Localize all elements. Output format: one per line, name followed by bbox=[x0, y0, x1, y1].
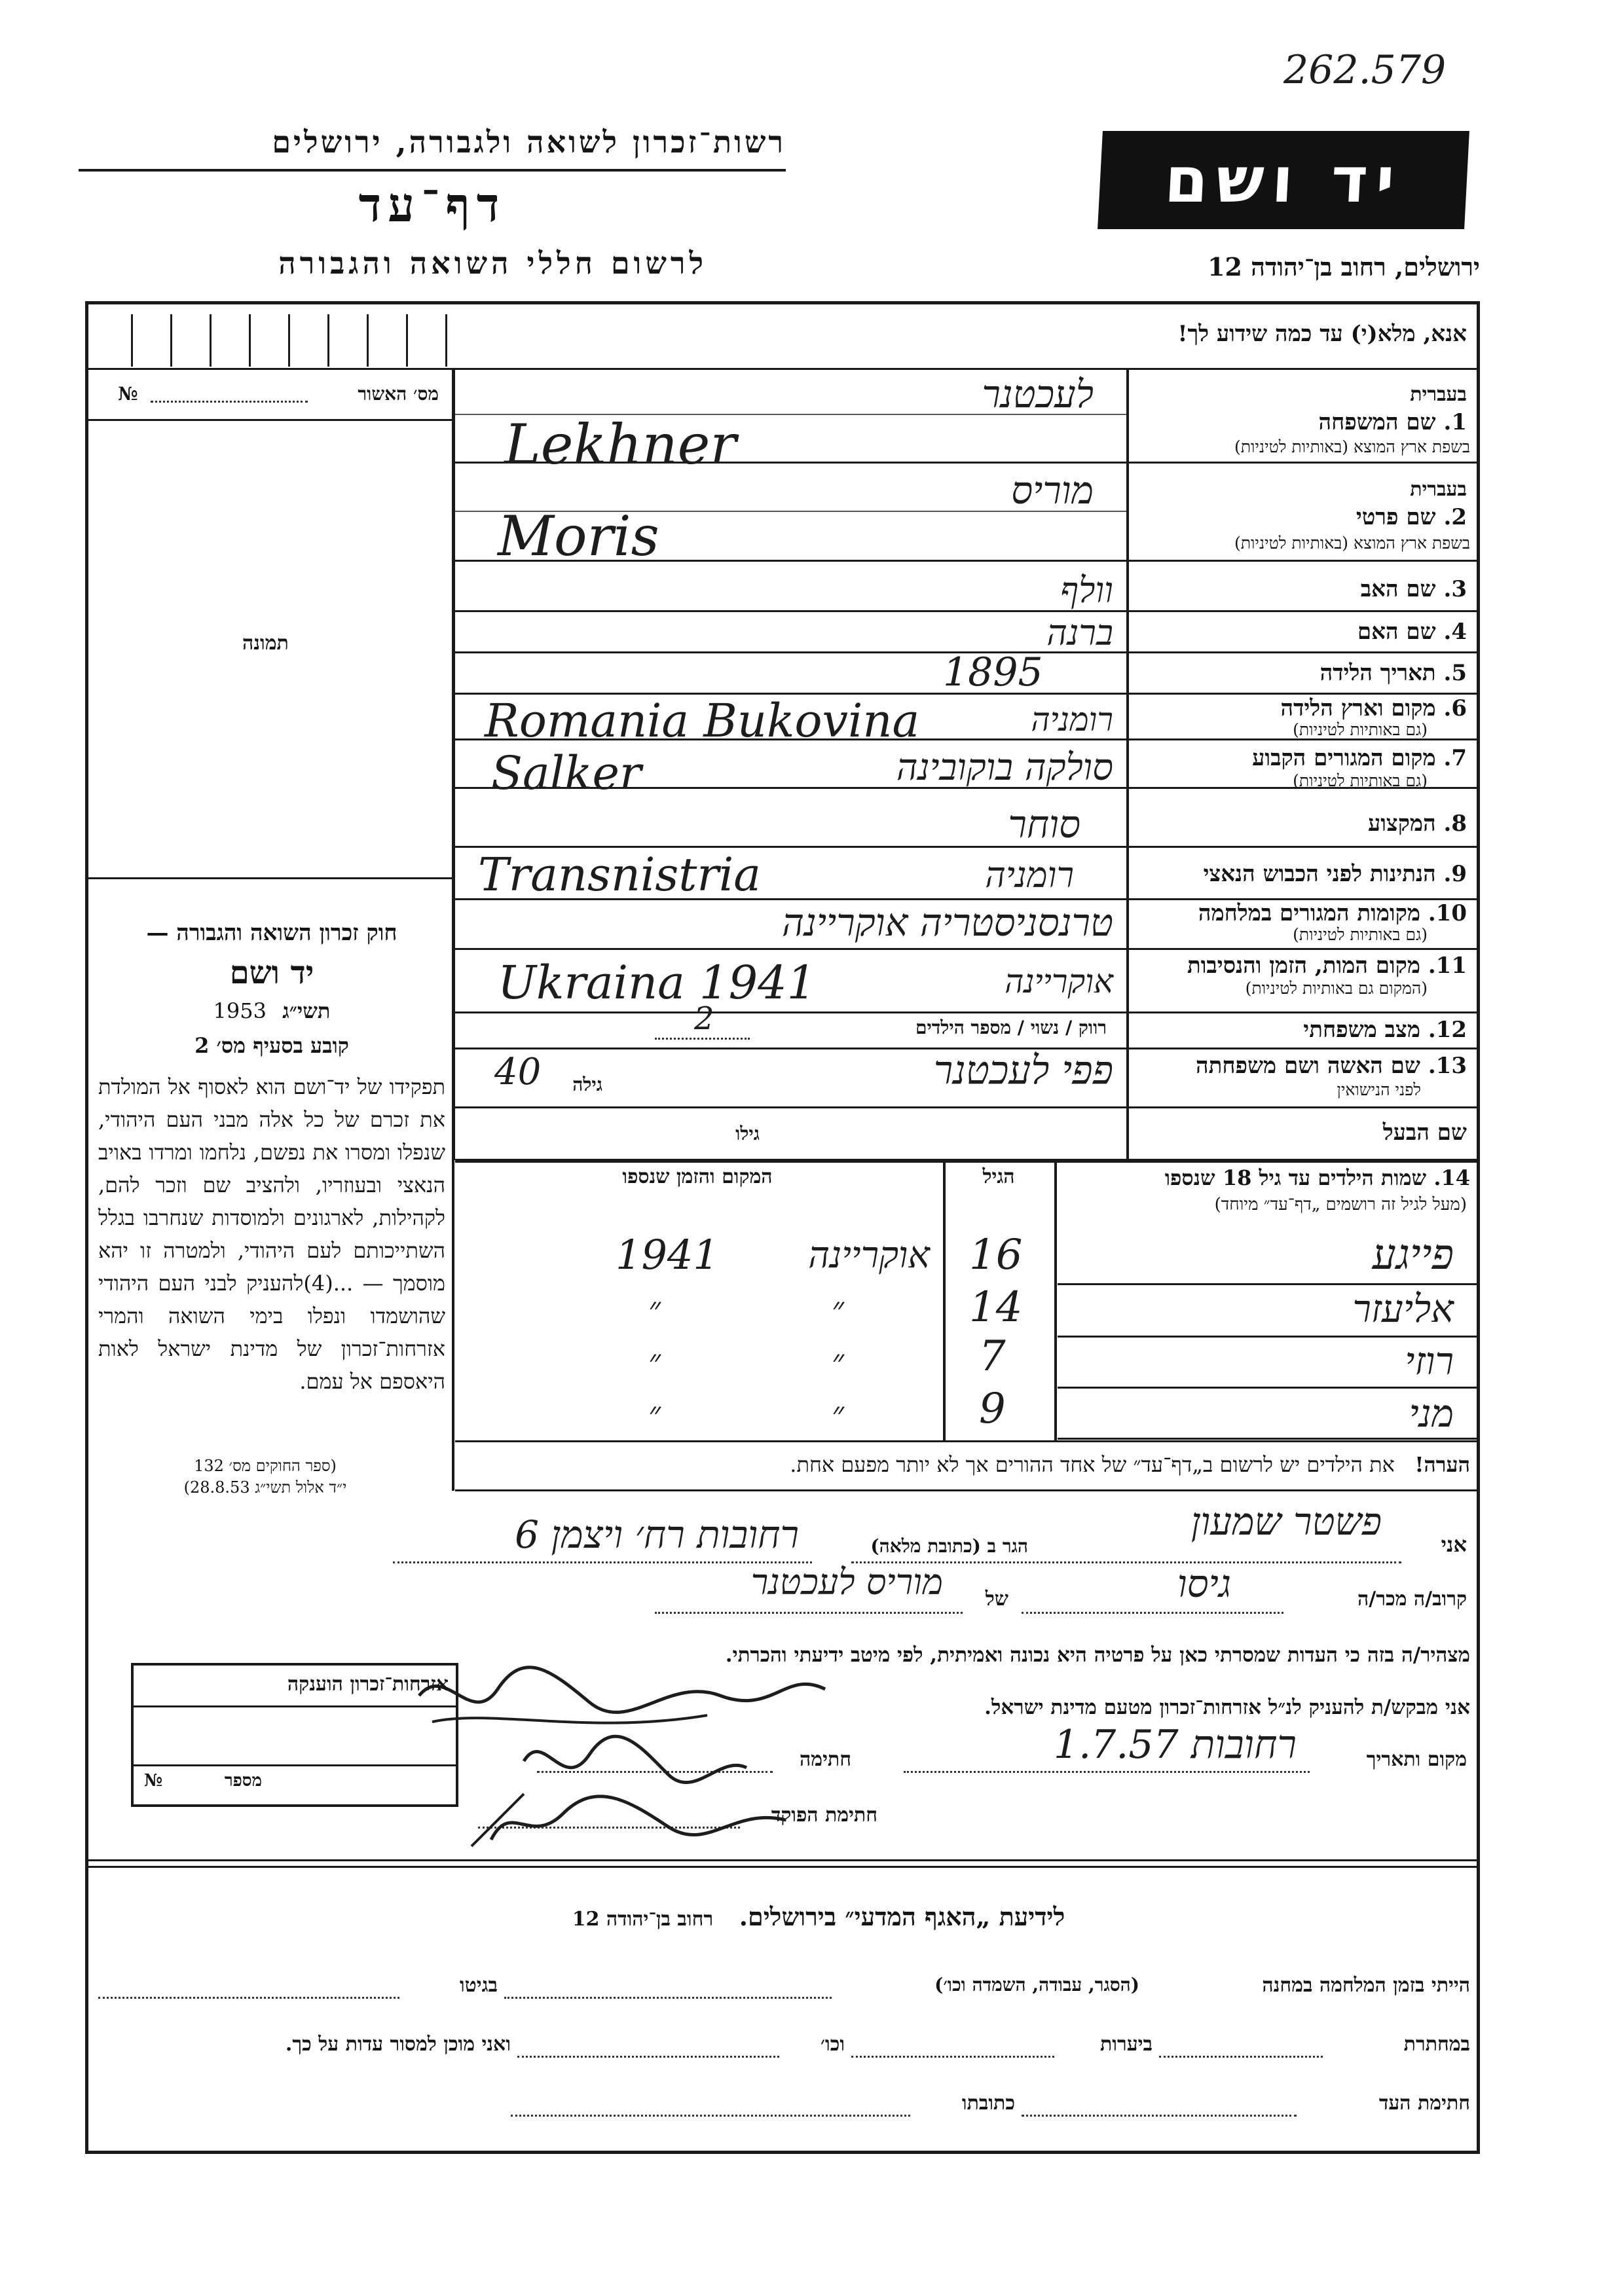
child-age: 9 bbox=[979, 1385, 1006, 1433]
field-1-value-latin: Lekhner bbox=[504, 412, 737, 477]
field-6-sub: (גם באותיות לטיניות) bbox=[1293, 720, 1428, 739]
child-age: 14 bbox=[969, 1283, 1023, 1332]
approval-no-mark: № bbox=[118, 383, 138, 405]
child-name: אליעזר bbox=[1352, 1286, 1454, 1331]
place-date-value: רחובות 1.7.57 bbox=[1053, 1722, 1297, 1768]
field-1-heb-tag: בעברית bbox=[1410, 383, 1467, 406]
field-12-children-count: 2 bbox=[694, 1000, 714, 1037]
field-7-value-hebrew: סולקה בוקובינה bbox=[896, 746, 1113, 789]
declarant-name: פשטר שמעון bbox=[1190, 1499, 1382, 1544]
children-col-place: המקום והזמן שנספו bbox=[622, 1165, 773, 1188]
footer-line2-b: ביערות bbox=[1099, 2033, 1153, 2056]
child-year: ״ bbox=[648, 1394, 661, 1432]
field-5-label: 5. תאריך הלידה bbox=[1320, 660, 1467, 686]
logo-text: יד ושם bbox=[1162, 143, 1405, 217]
field-2-label: 2. שם פרטי bbox=[1356, 504, 1467, 530]
footer-line2-d: ואני מוכן למסור עדות על כך. bbox=[285, 2033, 511, 2056]
citizenship-title: אזרחות־זכרון הוענקה bbox=[287, 1673, 449, 1696]
field-10-value-hebrew: טרנסניסטריה אוקריינה bbox=[781, 900, 1113, 945]
field-12-status-options: רווק / נשוי / מספר הילדים bbox=[915, 1017, 1107, 1038]
field-9-value-latin: Transnistria bbox=[478, 848, 761, 902]
field-2-value-hebrew: מוריס bbox=[1011, 468, 1094, 513]
law-name: יד ושם bbox=[229, 955, 314, 991]
instruction-text: אנא, מלא(י) עד כמה שידוע לך! bbox=[1177, 321, 1467, 347]
husband-label: שם הבעל bbox=[1382, 1120, 1467, 1146]
field-2-value-latin: Moris bbox=[498, 504, 659, 568]
field-2-sub: בשפת ארץ המוצא (באותיות לטיניות) bbox=[1234, 534, 1470, 553]
citizenship-number-label: מספר bbox=[224, 1771, 262, 1791]
field-13-label: 13. שם האשה ושם משפחתה bbox=[1196, 1053, 1467, 1079]
yad-vashem-logo bbox=[1098, 131, 1469, 229]
declarant-address: רחובות רח׳ ויצמן 6 bbox=[515, 1512, 799, 1557]
declarant-i-label: אני bbox=[1441, 1532, 1467, 1557]
field-12-label: 12. מצב משפחתי bbox=[1303, 1017, 1467, 1043]
field-10-label: 10. מקומות המגורים במלחמה bbox=[1198, 900, 1467, 926]
footer-title-text: לידיעת „האגף המדעי״ בירושלים. bbox=[739, 1902, 1065, 1931]
footer-address: רחוב בן־יהודה 12 bbox=[572, 1908, 714, 1931]
footer-line1-a: הייתי בזמן המלחמה במחנה bbox=[1262, 1974, 1470, 1997]
child-place: ״ bbox=[832, 1342, 844, 1380]
field-5-value: 1895 bbox=[943, 649, 1043, 695]
child-place: ״ bbox=[832, 1394, 844, 1432]
child-place: ״ bbox=[832, 1290, 844, 1328]
address: ירושלים, רחוב בן־יהודה 12 bbox=[1208, 252, 1480, 282]
field-1-sub: בשפת ארץ המוצא (באותיות לטיניות) bbox=[1234, 437, 1470, 456]
footer-title bbox=[458, 1902, 1179, 1932]
law-clause: קובע בסעיף מס׳ 2 bbox=[194, 1033, 349, 1058]
field-9-value-hebrew: רומניה bbox=[985, 854, 1074, 896]
footer-line3-a: חתימת העד bbox=[1378, 2092, 1470, 2115]
field-9-label: 9. הנתינות לפני הכבוש הנאצי bbox=[1203, 861, 1467, 887]
signature-label: חתימה bbox=[800, 1748, 851, 1771]
child-name: פייגע bbox=[1372, 1231, 1454, 1279]
citizenship-number-mark: № bbox=[144, 1771, 163, 1791]
children-note bbox=[458, 1452, 1470, 1477]
field-6-value-hebrew: רומניה bbox=[1031, 701, 1113, 738]
field-13-sub: לפני הנישואין bbox=[1337, 1080, 1421, 1099]
archive-number: 262.579 bbox=[1283, 47, 1447, 93]
declarant-residing-label: הגר ב (כתובת מלאה) bbox=[870, 1535, 1028, 1557]
field-7-value-latin: Salker bbox=[491, 746, 642, 800]
footer-line2-c: וכו׳ bbox=[821, 2033, 845, 2056]
field-13-age: 40 bbox=[494, 1051, 542, 1093]
relation-label: קרוב/ה מכר/ה bbox=[1357, 1588, 1467, 1611]
of-value: מוריס לעכטנר bbox=[750, 1561, 943, 1603]
form-subtitle: לרשום חללי השואה והגבורה bbox=[278, 246, 707, 281]
field-6-value-latin: Romania Bukovina bbox=[485, 694, 920, 748]
field-13-age-label: גילה bbox=[572, 1074, 602, 1095]
child-place: אוקריינה bbox=[808, 1234, 930, 1277]
husband-age-label: גילו bbox=[735, 1123, 760, 1144]
footer-line1-c: בגיטו bbox=[459, 1974, 498, 1997]
law-ref: (ספר החוקים מס׳ 132 bbox=[194, 1457, 337, 1475]
signature-scribbles bbox=[393, 1650, 851, 1859]
field-8-label: 8. המקצוע bbox=[1367, 811, 1467, 837]
child-name: רוזי bbox=[1405, 1339, 1454, 1383]
footer-line1-b: (הסגר, עבודה, השמדה וכו׳) bbox=[934, 1974, 1139, 1995]
photo-label: תמונה bbox=[242, 632, 289, 655]
field-4-label: 4. שם האם bbox=[1357, 619, 1467, 645]
note-label: הערה! bbox=[1414, 1452, 1470, 1477]
law-year-row bbox=[95, 998, 449, 1023]
declaration-text: מצהיר/ה בזה כי העדות שמסרתי כאן על פרטיה היא נכונה ואמיתית, לפי מיטב ידיעתי והכרתי. bbox=[725, 1643, 1470, 1667]
field-1-value-hebrew: לעכטנר bbox=[982, 372, 1094, 416]
law-ref-date: י״ד אלול תשי״ג 28.8.53) bbox=[183, 1478, 347, 1497]
child-age: 7 bbox=[979, 1332, 1006, 1381]
field-3-value: וולף bbox=[1060, 570, 1113, 611]
field-1-label: 1. שם המשפחה bbox=[1318, 409, 1467, 435]
field-13-value: פפי לעכטנר bbox=[933, 1048, 1113, 1093]
children-title: 14. שמות הילדים עד גיל 18 שנספו bbox=[1164, 1165, 1470, 1190]
child-year: ״ bbox=[648, 1290, 661, 1328]
child-year: 1941 bbox=[616, 1231, 719, 1279]
request-text: אני מבקש/ת להעניק לנ״ל אזרחות־זכרון מטעם מדינת ישראל. bbox=[984, 1696, 1470, 1719]
law-title: חוק זכרון השואה והגבורה — bbox=[146, 920, 397, 946]
footer-line3-b: כתובתו bbox=[961, 2092, 1015, 2115]
children-col-age: הגיל bbox=[982, 1165, 1015, 1188]
child-name: מני bbox=[1409, 1391, 1454, 1436]
approval-label: מס׳ האשור bbox=[358, 383, 439, 405]
law-year: 1953 bbox=[213, 998, 267, 1023]
footer-line2-a: במחתרת bbox=[1403, 2033, 1470, 2056]
child-year: ״ bbox=[648, 1342, 661, 1380]
field-11-value-hebrew: אוקריינה bbox=[1005, 962, 1113, 1000]
field-8-value: סוחר bbox=[1008, 802, 1080, 847]
law-text: תפקידו של יד־ושם הוא לאסוף אל המולדת את זכרם של כל אלה מבני העם היהודי, שנפלו ומסרו את נפשם, נלחמו ומרדו באויב הנאצי ובעוזריו, ולהציב שם וזכר להם, לקהילות, לארגונים ולמוסדות שנחרבו בגלל השתייכותם לעם היהודי, ולמטרה זו יהא מוסמך — ...(4)להעניק לבני העם היהודי שהושמדו ונפלו בימי השואה והמרי אזרחות־זכרון של מדינת ישראל לאות היאספם אל עמם. bbox=[98, 1074, 446, 1394]
official-label: חתימת הפוקד bbox=[771, 1804, 877, 1827]
field-11-value-latin: Ukraina 1941 bbox=[498, 956, 817, 1010]
form-title: דף־עד bbox=[358, 177, 506, 232]
place-date-label: מקום ותאריך bbox=[1366, 1748, 1467, 1771]
field-7-label: 7. מקום המגורים הקבוע bbox=[1252, 745, 1467, 771]
note-text: את הילדים יש לרשום ב„דף־עד״ של אחד ההורים אך לא יותר מפעם אחת. bbox=[790, 1452, 1395, 1477]
field-6-label: 6. מקום וארץ הלידה bbox=[1280, 695, 1467, 721]
field-11-sub: (המקום גם באותיות לטיניות) bbox=[1245, 979, 1428, 998]
field-11-label: 11. מקום המות, הזמן והנסיבות bbox=[1187, 953, 1467, 979]
field-10-sub: (גם באותיות לטיניות) bbox=[1293, 925, 1428, 944]
child-age: 16 bbox=[969, 1231, 1023, 1279]
field-3-label: 3. שם האב bbox=[1360, 576, 1467, 602]
law-year-heb: תשי״ג bbox=[282, 998, 331, 1023]
authority-name: רשות־זכרון לשואה ולגבורה, ירושלים bbox=[272, 124, 786, 160]
of-label: של bbox=[985, 1588, 1008, 1611]
relation-value: גיסו bbox=[1177, 1561, 1231, 1606]
children-subtitle: (מעל לגיל זה רושמים „דף־עד״ מיוחד) bbox=[1214, 1195, 1467, 1214]
field-7-sub: (גם באותיות לטיניות) bbox=[1293, 771, 1428, 790]
field-4-value: ברנה bbox=[1046, 612, 1113, 653]
field-2-heb-tag: בעברית bbox=[1410, 478, 1467, 501]
